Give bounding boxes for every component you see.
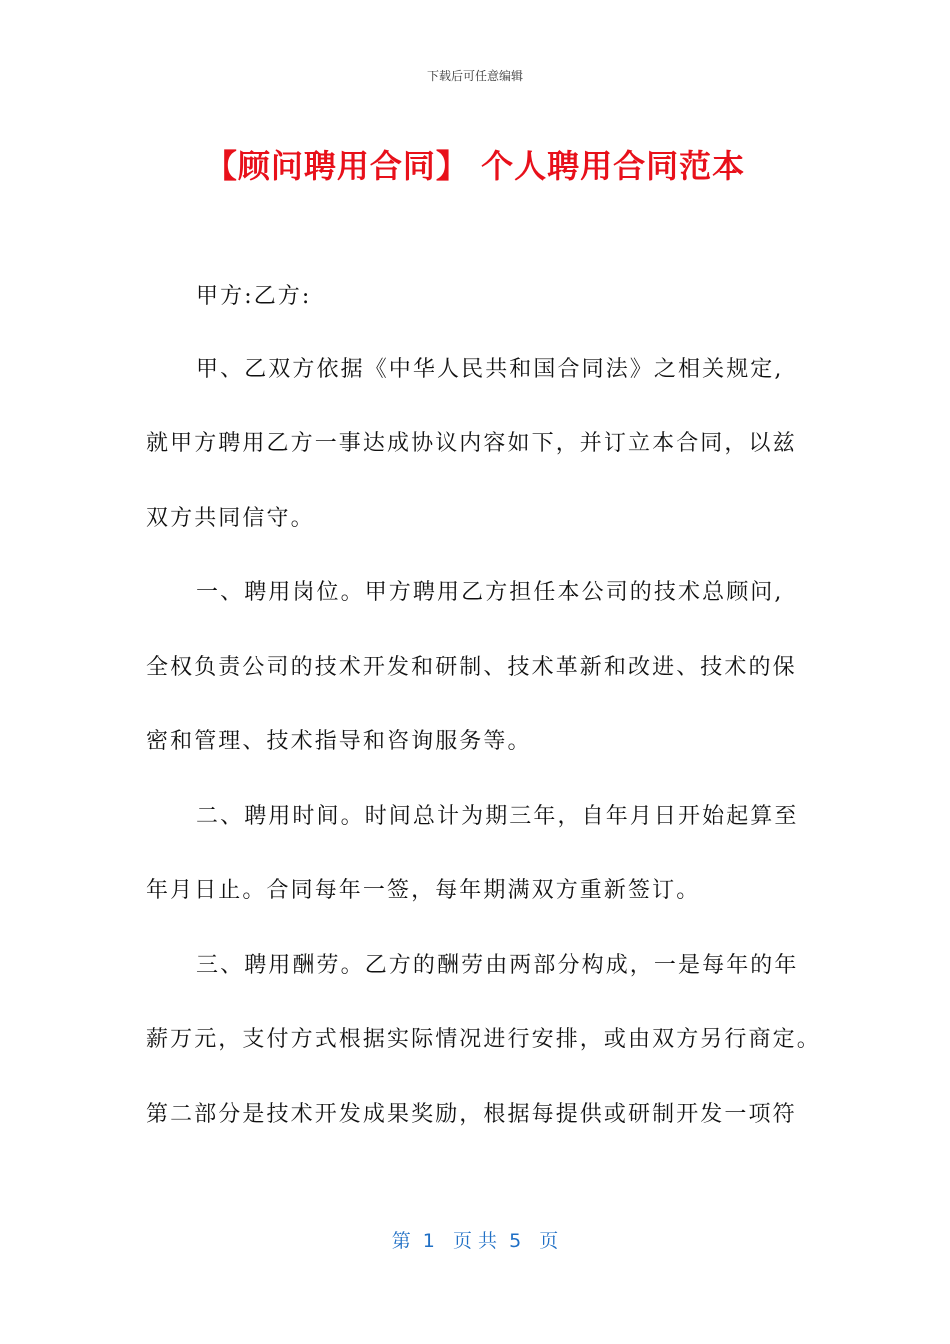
page-number-footer: 第 1 页 共 5 页 (391, 1230, 559, 1252)
clause-3-line: 第二部分是技术开发成果奖励，根据每提供或研制开发一项符 (146, 1102, 797, 1127)
clause-2-line: 年月日止。合同每年一签，每年期满双方重新签订。 (146, 878, 701, 903)
clause-3-line: 三、聘用酬劳。乙方的酬劳由两部分构成，一是每年的年 (196, 953, 799, 978)
clause-1-line: 密和管理、技术指导和咨询服务等。 (146, 729, 532, 754)
clause-3-line: 薪万元，支付方式根据实际情况进行安排，或由双方另行商定。 (146, 1027, 821, 1052)
paragraph-line: 甲、乙双方依据《中华人民共和国合同法》之相关规定, (196, 357, 784, 382)
paragraph-line: 就甲方聘用乙方一事达成协议内容如下，并订立本合同，以兹 (146, 431, 797, 456)
document-title: 【顾问聘用合同】 个人聘用合同范本 (204, 147, 746, 185)
paragraph-line: 双方共同信守。 (146, 506, 315, 531)
download-editable-note: 下载后可任意编辑 (426, 69, 523, 83)
party-line: 甲方:乙方: (196, 284, 312, 309)
clause-1-line: 一、聘用岗位。甲方聘用乙方担任本公司的技术总顾问, (196, 580, 784, 605)
clause-2-line: 二、聘用时间。时间总计为期三年，自年月日开始起算至 (196, 804, 799, 829)
clause-1-line: 全权负责公司的技术开发和研制、技术革新和改进、技术的保 (146, 655, 797, 680)
